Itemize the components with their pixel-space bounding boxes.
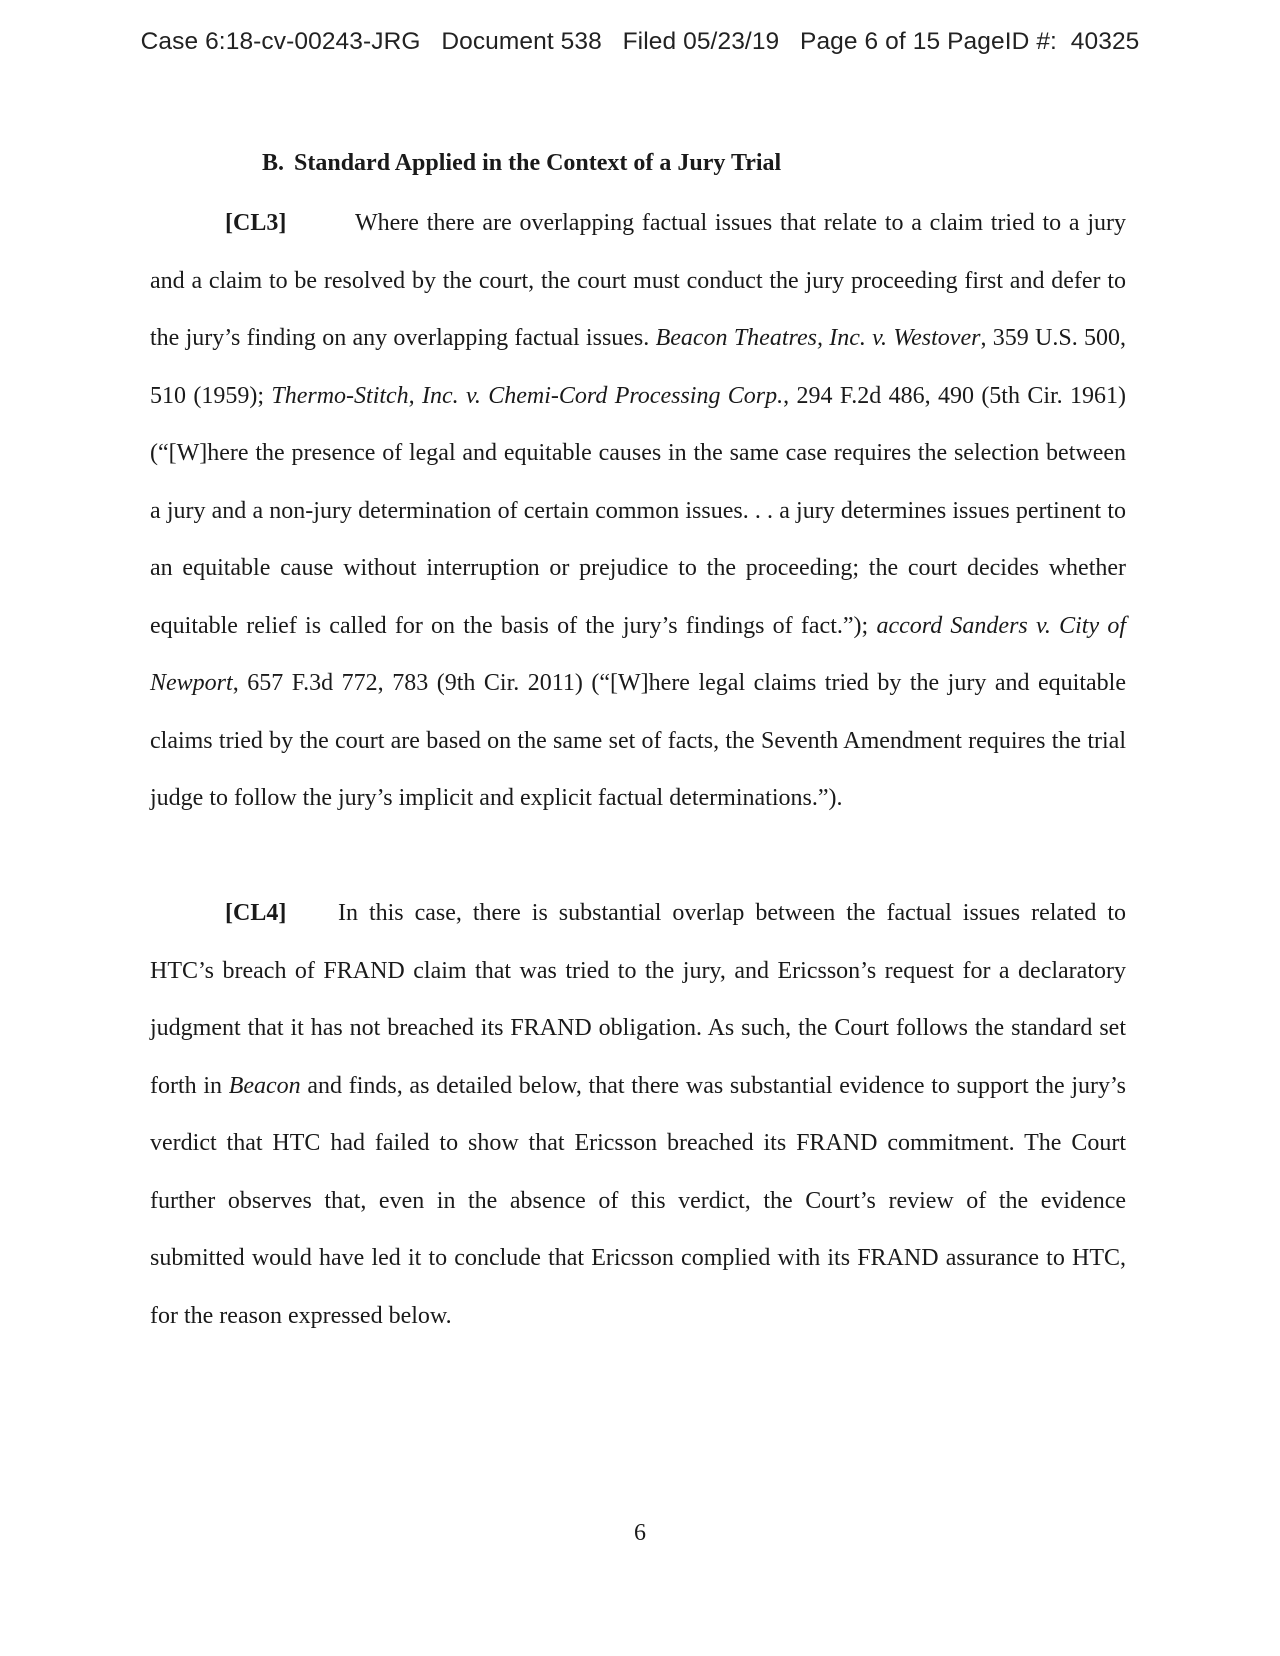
paragraph-text: , 657 F.3d 772, 783 (9th Cir. 2011) (“[W]here legal claims tried by the jury and equitable claims tried by the court are based on the same set of facts, the Seventh Amendment requires the trial judge to follow the jury’s implicit and explicit factual determinations.”). [150, 670, 1126, 811]
paragraph-text: and finds, as detailed below, that there was substantial evidence to support the jury’s verdict that HTC had failed to show that Ericsson breached its FRAND commitment. The Court further observes that, even in the absence of this verdict, the Court’s review of the evidence submitted would have led it to conclude that Ericsson complied with its FRAND assurance to HTC, for the reason expressed below. [150, 1072, 1126, 1329]
case-citation: Beacon Theatres, Inc. v. Westover [655, 325, 981, 351]
document-number: Document 538 [441, 28, 602, 55]
page-number: 6 [634, 1520, 646, 1546]
case-header [0, 28, 1280, 56]
paragraph-cl4 [150, 885, 1126, 1345]
section-letter: B. [262, 150, 285, 176]
case-citation: Thermo-Stitch, Inc. v. Chemi-Cord Processing Corp. [271, 382, 784, 409]
case-citation: Beacon [228, 1072, 301, 1099]
paragraph-text: In this case, there is substantial overlap between the factual issues related to HTC’s breach of FRAND claim that was tried to the jury, and Ericsson’s request for a declaratory judgment that it has not breached its FRAND obligation. As such, the Court follows the standard set forth in [150, 900, 1126, 1099]
paragraph-tag-cl3: [CL3] [225, 210, 287, 236]
paragraph-text: , 359 U.S. 500, 510 (1959); [150, 325, 1126, 409]
section-title: Standard Applied in the Context of a Jury Trial [294, 150, 782, 176]
case-citation: accord Sanders v. City of Newport [150, 612, 1127, 696]
case-number: Case 6:18-cv-00243-JRG [140, 28, 421, 55]
paragraph-text: Where there are overlapping factual issues that relate to a claim tried to a jury and a claim to be resolved by the court, the court must conduct the jury proceeding first and defer to the jury’s finding on any overlapping factual issues. [150, 210, 1126, 351]
paragraph-cl3 [150, 195, 1126, 828]
section-heading [262, 150, 781, 177]
page-count: Page 6 of 15 [800, 28, 941, 55]
paragraph-text: , 294 F.2d 486, 490 (5th Cir. 1961) (“[W]here the presence of legal and equitable causes in the same case requires the selection between a jury and a non-jury determination of certain common issues. . . a jury determines issues pertinent to an equitable cause without interruption or prejudice to the proceeding; the court decides whether equitable relief is called for on the basis of the jury’s findings of fact.”); [150, 382, 1127, 639]
filed-date: Filed 05/23/19 [622, 28, 780, 55]
page-id: PageID #: 40325 [947, 28, 1140, 55]
paragraph-tag-cl4: [CL4] [225, 900, 287, 926]
